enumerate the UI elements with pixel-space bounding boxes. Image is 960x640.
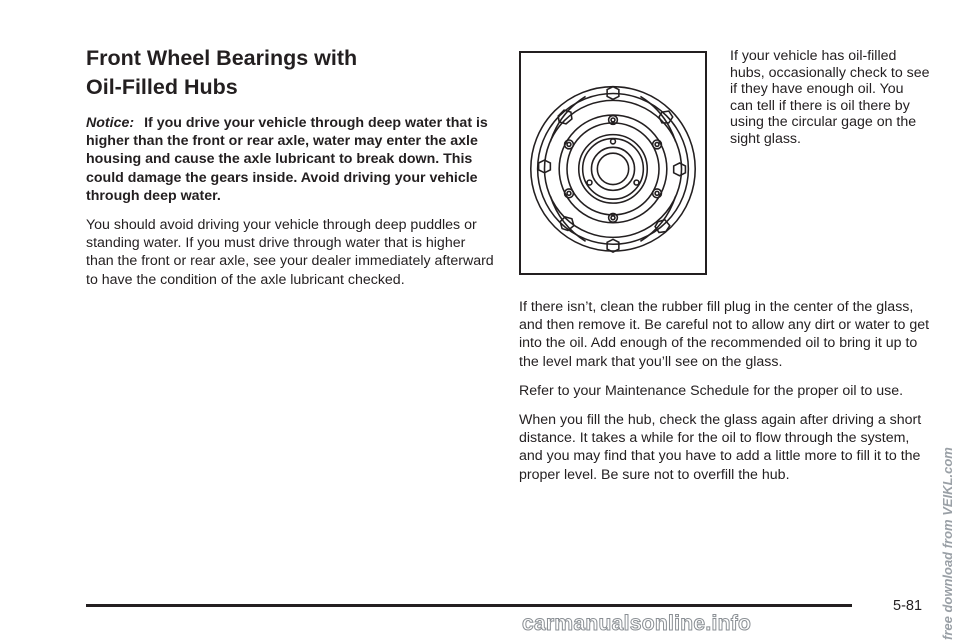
notice-text: If you drive your vehicle through deep water that is higher than the front or rear axle, water may enter the axle housing and cause the axle lubricant to break down. This could damage the gears inside. Avoid driving your vehicle through deep water.	[86, 115, 488, 204]
wheel-hub-illustration-icon	[521, 53, 705, 273]
fill-hub-paragraph: When you fill the hub, check the glass again after driving a short distance. It takes a while for the oil to flow through the system, and you may find that you have to add a little more to fill it to the proper level. Be sure not to overfill the hub.	[519, 412, 922, 483]
notice-paragraph	[86, 114, 496, 205]
footer-rule	[86, 604, 852, 607]
page-number: 5-81	[893, 598, 923, 614]
avoid-water-paragraph: You should avoid driving your vehicle through deep puddles or standing water. If you must drive through water that is higher than the front or rear axle, see your dealer immediately afterward to have the condition of the axle lubricant checked.	[86, 217, 494, 288]
notice-label: Notice:	[86, 115, 135, 131]
fill-plug-paragraph: If there isn’t, clean the rubber fill plug in the center of the glass, and then remove it. Be careful not to allow any dirt or water to get into the oil. Add enough of the recommended oil to bring it up to the level mark that you’ll see on the glass.	[519, 299, 930, 370]
wheel-hub-figure	[519, 51, 707, 275]
section-title-line-1: Front Wheel Bearings with	[86, 46, 358, 70]
right-column	[519, 298, 931, 495]
left-column	[86, 114, 496, 300]
footer-brand-watermark: carmanualsonline.info	[522, 612, 752, 635]
oil-check-paragraph: If your vehicle has oil-filled hubs, occasionally check to see if they have enough oil. You can tell if there is oil there by using the circular gage on the sight glass.	[730, 48, 930, 147]
maintenance-schedule-paragraph: Refer to your Maintenance Schedule for the proper oil to use.	[519, 382, 904, 399]
section-title	[86, 44, 496, 102]
section-title-line-2: Oil-Filled Hubs	[86, 75, 238, 99]
side-watermark: free download from VEIKL.com	[940, 447, 955, 640]
